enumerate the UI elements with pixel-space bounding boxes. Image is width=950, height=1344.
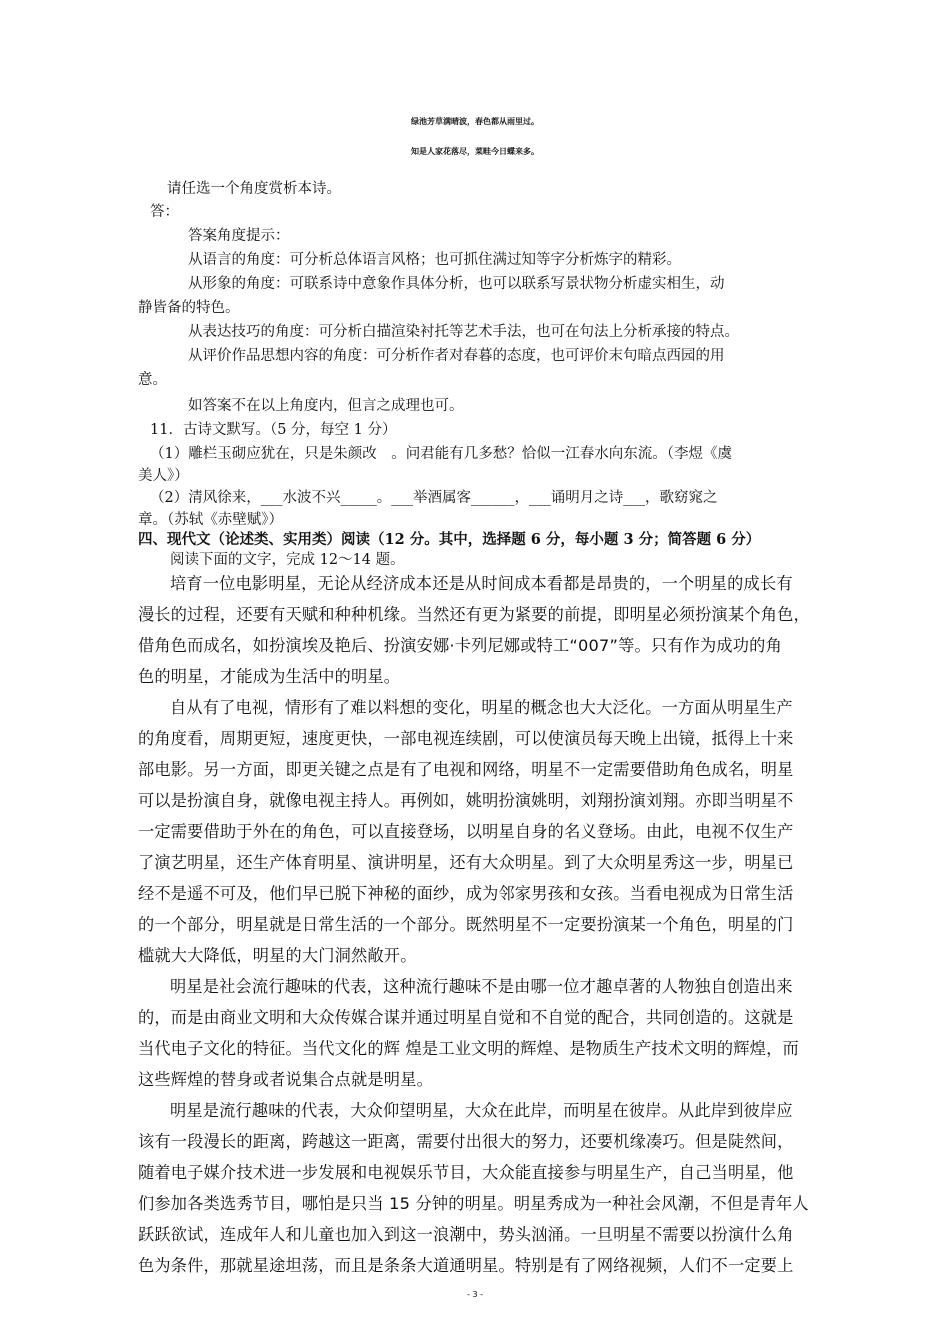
article-line: 一定需要借助于外在的角色，可以直接登场，以明星自身的名义登场。由此，电视不仅生产 — [138, 822, 794, 841]
article-line: 槛就大大降低，明星的大门洞然敞开。 — [138, 946, 417, 965]
article-line: 明星是流行趣味的代表，大众仰望明星，大众在此岸，而明星在彼岸。从此岸到彼岸应 — [170, 1101, 793, 1120]
answer-label: 答： — [150, 204, 179, 220]
question-11-item-2-cont: 章。（苏轼《赤壁赋》） — [138, 512, 283, 528]
article-line: 借角色而成名，如扮演埃及艳后、扮演安娜·卡列尼娜或特工“007”等。只有作为成功的角 — [138, 636, 782, 655]
article-line: 该有一段漫长的距离，跨越这一距离，需要付出很大的努力，还要机缘凑巧。但是陡然间， — [138, 1132, 794, 1151]
article-line: 们参加各类选秀节目，哪怕是只当 15 分钟的明星。明星秀成为一种社会风潮，不但是青年人 — [138, 1194, 809, 1213]
answer-hint-content: 从评价作品思想内容的角度：可分析作者对春暮的态度，也可评价末句暗点西园的用 — [188, 348, 725, 364]
answer-hint-other: 如答案不在以上角度内，但言之成理也可。 — [188, 398, 464, 414]
section-4-instruction: 阅读下面的文字，完成 12～14 题。 — [170, 552, 405, 568]
answer-hint-content-cont: 意。 — [138, 372, 167, 388]
question-10-prompt: 请任选一个角度赏析本诗。 — [167, 181, 341, 197]
answer-hint-image: 从形象的角度：可联系诗中意象作具体分析，也可以联系写景状物分析虚实相生，动 — [188, 276, 725, 292]
article-line: 色的明星，才能成为生活中的明星。 — [138, 667, 401, 686]
article-line: 这些辉煌的替身或者说集合点就是明星。 — [138, 1070, 433, 1089]
article-line: 可以是扮演自身，就像电视主持人。再例如，姚明扮演姚明，刘翔扮演刘翔。亦即当明星不 — [138, 791, 794, 810]
article-line: 跃跃欲试，连成年人和儿童也加入到这一浪潮中，势头汹涌。一旦明星不需要以扮演什么角 — [138, 1225, 794, 1244]
answer-hint-image-cont: 静皆备的特色。 — [138, 300, 240, 316]
article-line: 的，而是由商业文明和大众传媒合谋并通过明星自觉和不自觉的配合，共同创造的。这就是 — [138, 1008, 794, 1027]
article-line: 色为条件，那就星途坦荡，而且是条条大道通明星。特别是有了网络视频，人们不一定要上 — [138, 1256, 794, 1275]
article-line: 随着电子媒介技术进一步发展和电视娱乐节目，大众能直接参与明星生产，自己当明星，他 — [138, 1163, 794, 1182]
article-line: 部电影。另一方面，即更关键之点是有了电视和网络，明星不一定需要借助角色成名，明星 — [138, 760, 794, 779]
article-line: 经不是遥不可及，他们早已脱下神秘的面纱，成为邻家男孩和女孩。当看电视成为日常生活 — [138, 884, 794, 903]
question-11-item-2: （2）清风徐来，___水波不兴_____。___举酒属客______，___诵明月之诗___，歌窈窕之 — [150, 490, 718, 506]
page-number: - 3 - — [467, 1290, 483, 1299]
article-line: 自从有了电视，情形有了难以料想的变化，明星的概念也大大泛化。一方面从明星生产 — [170, 698, 793, 717]
answer-hint-technique: 从表达技巧的角度：可分析白描渲染衬托等艺术手法，也可在句法上分析承接的特点。 — [188, 324, 739, 340]
question-11-item-1: （1）雕栏玉砌应犹在，只是朱颜改 。问君能有几多愁？恰似一江春水向东流。（李煜《虞 — [150, 446, 732, 462]
section-4-title: 四、现代文（论述类、实用类）阅读（12 分。其中，选择题 6 分，每小题 3 分；简答题 6 分） — [138, 531, 761, 548]
question-11-item-1-cont: 美人》） — [138, 468, 189, 484]
answer-hint-title: 答案角度提示： — [188, 228, 290, 244]
poem-line-1: 绿池芳草满晴波，春色都从雨里过。 — [411, 117, 539, 126]
question-11-title: 11．古诗文默写。（5 分，每空 1 分） — [150, 422, 397, 438]
article-line: 了演艺明星，还生产体育明星、演讲明星，还有大众明星。到了大众明星秀这一步，明星已 — [138, 853, 794, 872]
article-line: 漫长的过程，还要有天赋和种种机缘。当然还有更为紧要的前提，即明星必须扮演某个角色， — [138, 605, 810, 624]
answer-hint-language: 从语言的角度：可分析总体语言风格；也可抓住满过知等字分析炼字的精彩。 — [188, 252, 681, 268]
article-line: 的一个部分，明星就是日常生活的一个部分。既然明星不一定要扮演某一个角色，明星的门 — [138, 915, 794, 934]
poem-line-2: 知是人家花落尽，菜畦今日蝶来多。 — [411, 147, 539, 156]
article-line: 培育一位电影明星，无论从经济成本还是从时间成本看都是昂贵的，一个明星的成长有 — [170, 574, 793, 593]
article-line: 当代电子文化的特征。当代文化的辉 煌是工业文明的辉煌、是物质生产技术文明的辉煌，而 — [138, 1039, 799, 1058]
article-line: 明星是社会流行趣味的代表，这种流行趣味不是由哪一位才趣卓著的人物独自创造出来 — [170, 977, 793, 996]
article-line: 的角度看，周期更短，速度更快，一部电视连续剧，可以使演员每天晚上出镜，抵得上十来 — [138, 729, 794, 748]
